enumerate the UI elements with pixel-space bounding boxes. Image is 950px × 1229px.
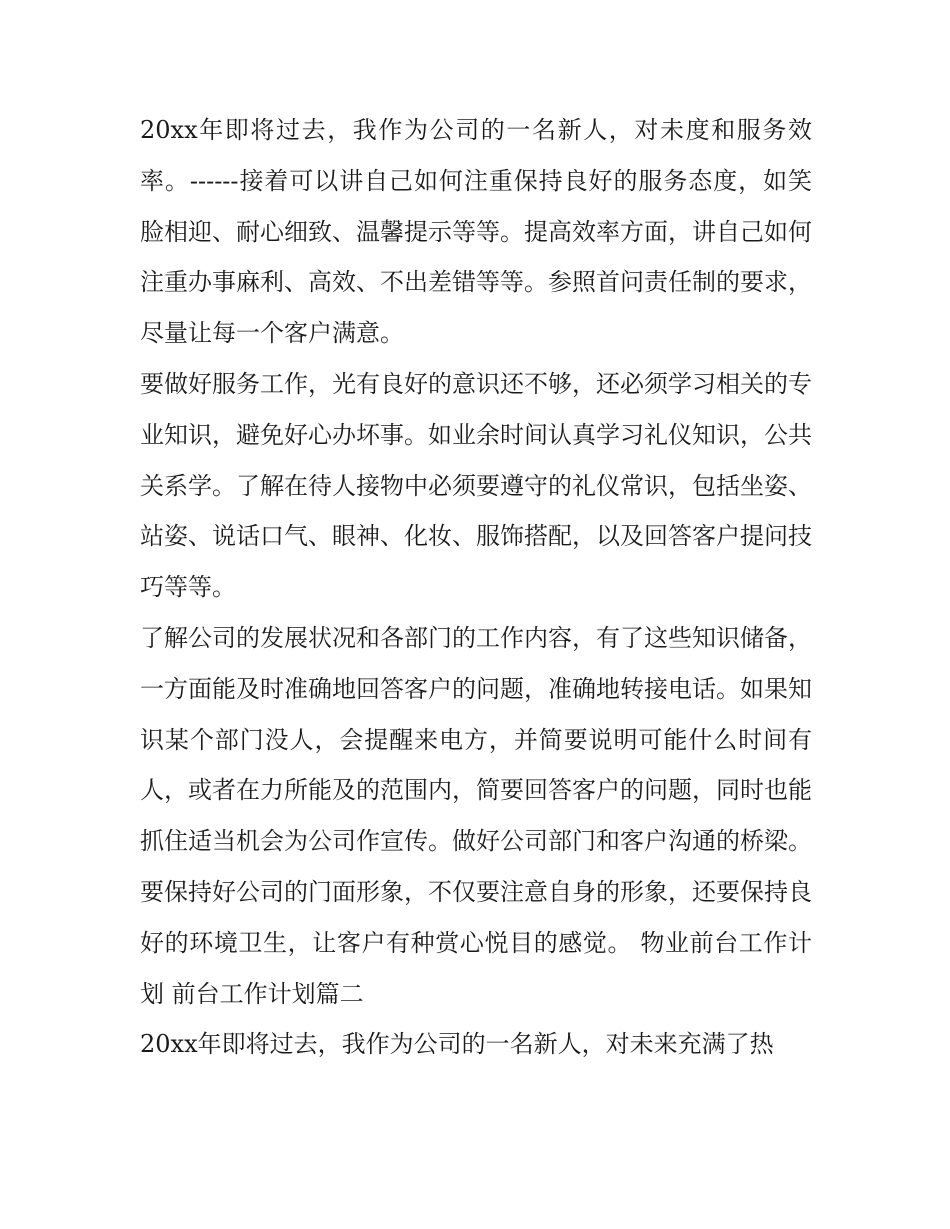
paragraph-3: 了解公司的发展状况和各部门的工作内容，有了这些知识储备，一方面能及时准确地回答客户的问题，准确地转接电话。如果知识某个部门没人，会提醒来电方，并简要说明可能什么时间有人，或者在力所能及的范围内，简要回答客户的问题，同时也能抓住适当机会为公司作宣传。做好公司部门和客户沟通的桥梁。 xyxy=(140,623,812,856)
paragraph-5: 20xx年即将过去，我作为公司的一名新人，对未来充满了热 xyxy=(140,1030,774,1059)
document-body xyxy=(140,105,812,1070)
paragraph-2: 要做好服务工作，光有良好的意识还不够，还必须学习相关的专业知识，避免好心办坏事。如业余时间认真学习礼仪知识，公共关系学。了解在待人接物中必须要遵守的礼仪常识，包括坐姿、站姿、说话口气、眼神、化妆、服饰搭配，以及回答客户提问技巧等等。 xyxy=(140,369,812,602)
paragraph-4: 要保持好公司的门面形象，不仅要注意自身的形象，还要保持良好的环境卫生，让客户有种赏心悦目的感觉。 物业前台工作计划 前台工作计划篇二 xyxy=(140,877,812,1008)
paragraph-1: 20xx年即将过去，我作为公司的一名新人，对未度和服务效率。------接着可以讲自己如何注重保持良好的服务态度，如笑脸相迎、耐心细致、温馨提示等等。提高效率方面，讲自己如何注重办事麻利、高效、不出差错等等。参照首问责任制的要求，尽量让每一个客户满意。 xyxy=(140,116,812,348)
